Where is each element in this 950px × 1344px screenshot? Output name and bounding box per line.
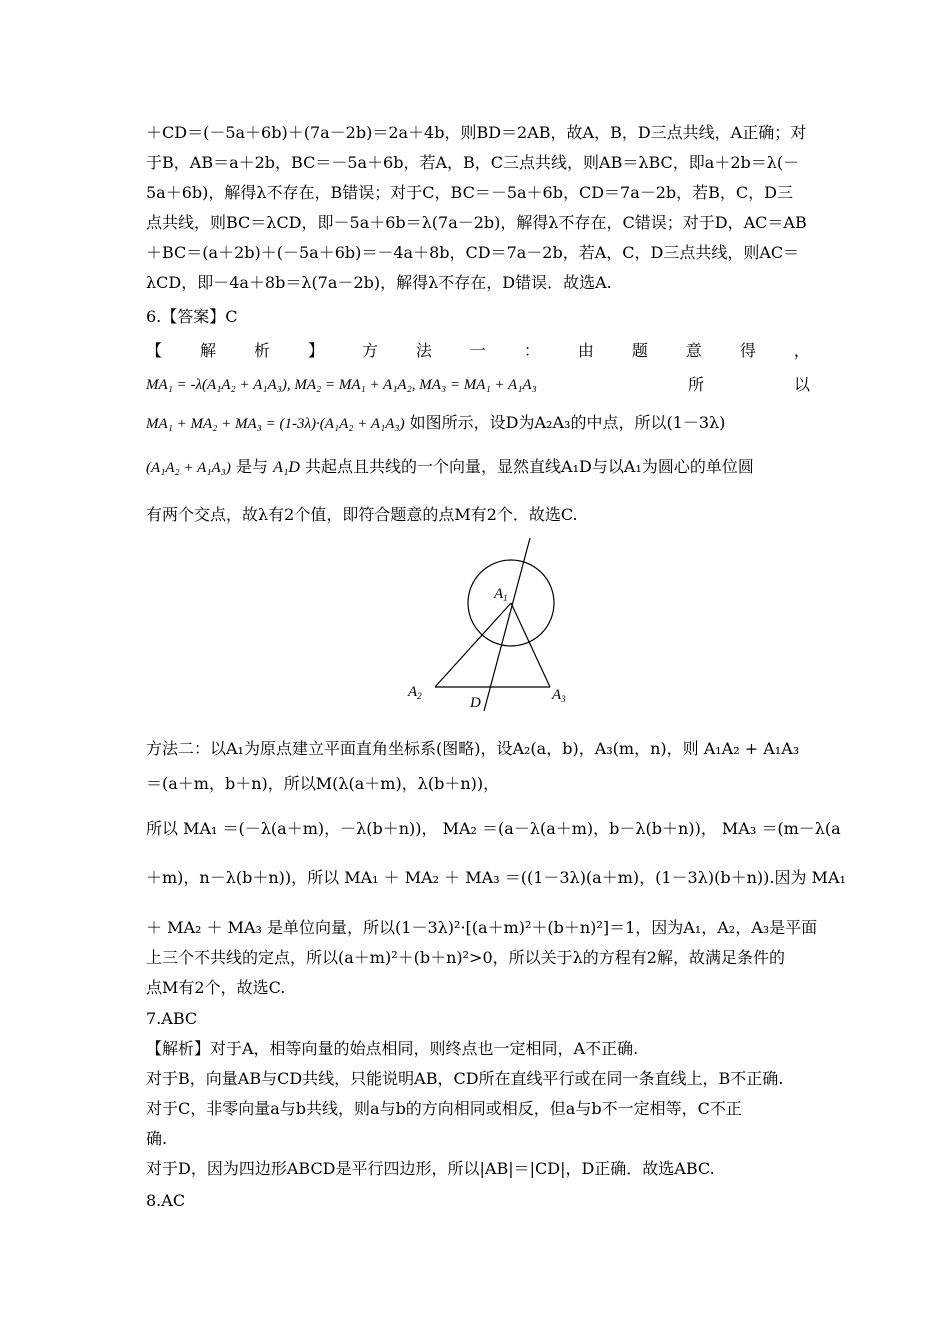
label-A1: $A_1$ xyxy=(494,586,508,603)
answer-heading: 8.AC xyxy=(146,1191,186,1210)
jiexi-char: 】 xyxy=(307,341,324,360)
jiexi-char: 题 xyxy=(631,341,648,360)
jiexi-char: 一 xyxy=(469,341,486,360)
jiexi-char: ： xyxy=(523,341,540,360)
jiexi-char: 法 xyxy=(415,341,432,360)
vector-A1D: A₁D xyxy=(273,459,300,476)
text-line: 点M有2个，故选C. xyxy=(146,978,286,997)
text-line: 确. xyxy=(146,1129,168,1148)
answer-heading: 7.ABC xyxy=(146,1009,198,1028)
equation: MA₁ + MA₂ + MA₃ = (1-3λ)·(A₁A₂ + A₁A₃) xyxy=(146,416,405,432)
label-D: D xyxy=(470,695,481,711)
text-line: 5a＋6b)，解得λ不存在，B错误；对于C，BC＝－5a＋6b，CD＝7a－2b，若B，C，D三 xyxy=(146,183,794,202)
text-line: 所以 MA₁ ＝(－λ(a＋m)，－λ(b＋n))， MA₂ ＝(a－λ(a＋m)，b－λ(b＋n))， MA₃ ＝(m－λ(a xyxy=(146,819,841,838)
text-line: 对于B，向量AB与CD共线，只能说明AB，CD所在直线平行或在同一条直线上，B不正确. xyxy=(146,1069,784,1088)
jiexi-char: 解 xyxy=(199,341,216,360)
text-line: ＋CD＝(－5a＋6b)＋(7a－2b)＝2a＋4b，则BD＝2AB，故A，B，D三点共线，A正确；对 xyxy=(146,123,807,142)
equation: MA₁ = -λ(A₁A₂ + A₁A₃), MA₂ = MA₁ + A₁A₂, MA₃ = MA₁ + A₁A₃ xyxy=(146,377,537,393)
equation: (A₁A₂ + A₁A₃) xyxy=(146,460,231,476)
equation-line xyxy=(146,408,810,438)
answer-heading: 6.【答案】C xyxy=(146,307,238,326)
equation-line xyxy=(146,452,810,482)
text-word: 所 xyxy=(687,375,704,394)
jiexi-char: 【 xyxy=(146,341,163,360)
text-line: 对于D，因为四边形ABCD是平行四边形，所以|AB|＝|CD|，D正确．故选ABC. xyxy=(146,1159,715,1178)
equation-line xyxy=(146,370,810,400)
jiexi-char: 方 xyxy=(361,341,378,360)
text-segment: 是与 xyxy=(235,457,268,476)
text-line: 上三个不共线的定点，所以(a＋m)²＋(b＋n)²>0，所以关于λ的方程有2解，故满足条件的 xyxy=(146,948,785,967)
text-line: ＋BC＝(a＋2b)＋(－5a＋6b)＝－4a＋8b，CD＝7a－2b，若A，C，D三点共线，则AC＝ xyxy=(146,243,800,262)
jiexi-char: 由 xyxy=(577,341,594,360)
triangle-circle-figure xyxy=(400,537,580,712)
text-line: 【解析】对于A，相等向量的始点相同，则终点也一定相同，A不正确. xyxy=(146,1039,639,1058)
text-line: λCD，即－4a＋8b＝λ(7a－2b)，解得λ不存在，D错误．故选A. xyxy=(146,273,612,292)
text-line: ＋ MA₂ ＋ MA₃ 是单位向量，所以(1－3λ)²·[(a＋m)²＋(b＋n)²]＝1，因为A₁，A₂，A₃是平面 xyxy=(146,918,818,937)
text-segment: 共起点且共线的一个向量，显然直线A₁D与以A₁为圆心的单位圆 xyxy=(305,457,754,476)
text-line: 于B，AB＝a＋2b，BC＝－5a＋6b，若A，B，C三点共线，则AB＝λBC，即a＋2b＝λ(－ xyxy=(146,153,800,172)
text-word: 以 xyxy=(793,375,810,394)
text-line: ＝(a＋m，b＋n)，所以M(λ(a＋m)，λ(b＋n))， xyxy=(146,774,500,793)
text-line: ＋m)，n－λ(b＋n))，所以 MA₁ ＋ MA₂ ＋ MA₃ ＝((1－3λ)(a＋m)，(1－3λ)(b＋n)).因为 MA₁ xyxy=(146,868,846,887)
jiexi-char: 得 xyxy=(739,341,756,360)
text-line: 点共线，则BC＝λCD，即－5a＋6b＝λ(7a－2b)，解得λ不存在，C错误；对于D，AC＝AB xyxy=(146,213,807,232)
jiexi-char: 析 xyxy=(253,341,270,360)
text-segment: 如图所示，设D为A₂A₃的中点，所以(1－3λ) xyxy=(409,413,726,432)
jiexi-char: ， xyxy=(793,341,810,360)
text-line: 有两个交点，故λ有2个值，即符合题意的点M有2个．故选C. xyxy=(146,505,578,524)
jiexi-line xyxy=(146,336,810,366)
label-A2: $A_2$ xyxy=(408,684,422,701)
jiexi-char: 意 xyxy=(685,341,702,360)
text-line: 对于C，非零向量a与b共线，则a与b的方向相同或相反，但a与b不一定相等，C不正 xyxy=(146,1099,742,1118)
label-A3: $A_3$ xyxy=(552,687,566,704)
text-line: 方法二：以A₁为原点建立平面直角坐标系(图略)，设A₂(a，b)，A₃(m，n)，则 A₁A₂ + A₁A₃ xyxy=(146,739,800,758)
